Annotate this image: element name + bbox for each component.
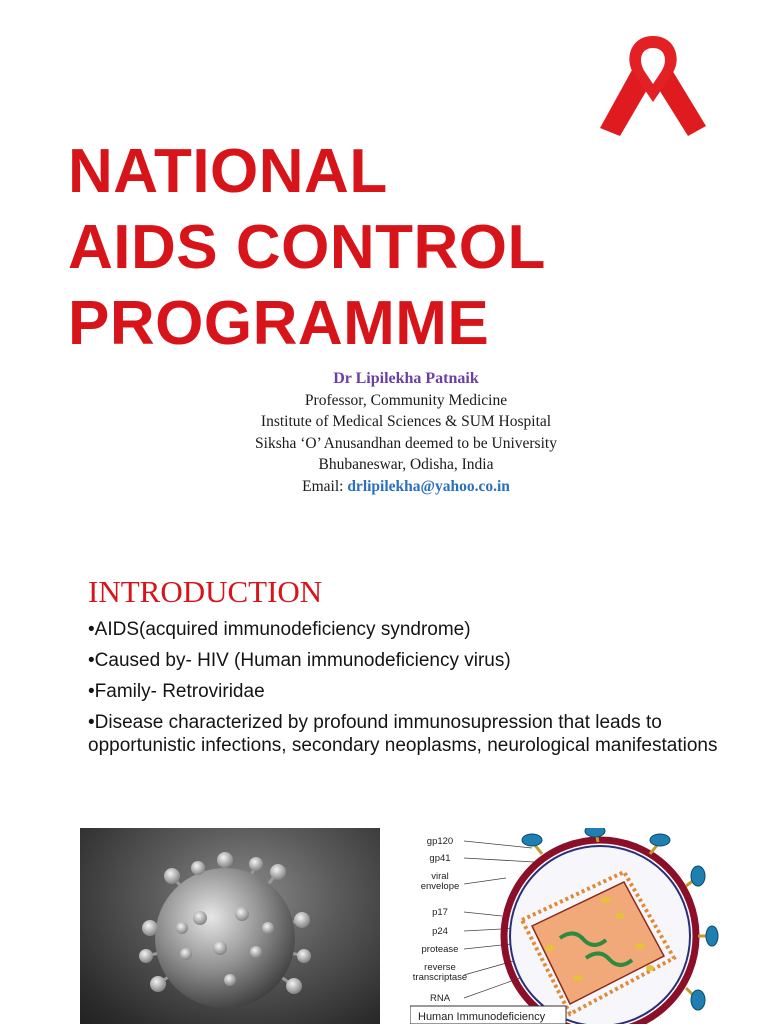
title-line: NATIONAL: [68, 137, 388, 206]
bullet-list: [88, 618, 728, 765]
list-item: •Disease characterized by profound immunosupression that leads to opportunistic infections, secondary neoplasms, neurological manifestations: [88, 712, 718, 756]
label-transcriptase: transcriptase: [412, 972, 468, 983]
label-reverse: reverse: [424, 962, 456, 973]
diagram-caption: Human Immunodeficiency: [418, 1011, 546, 1023]
virus-micrograph-image: [80, 828, 380, 1024]
author-block: [200, 368, 612, 497]
label-protease: protease: [421, 944, 459, 955]
author-institute: Institute of Medical Sciences & SUM Hospital: [260, 413, 552, 430]
label-gp41: gp41: [429, 853, 451, 864]
label-p24: p24: [432, 926, 448, 937]
list-item: •Caused by- HIV (Human immunodeficiency virus): [88, 650, 511, 671]
list-item: •AIDS(acquired immunodeficiency syndrome): [88, 619, 471, 640]
email-link[interactable]: drlipilekha@yahoo.co.in: [347, 477, 510, 495]
email-label: Email:: [302, 477, 344, 495]
red-ribbon-icon: [598, 30, 708, 142]
author-university: Siksha ‘O’ Anusandhan deemed to be University: [255, 434, 557, 452]
author-location: Bhubaneswar, Odisha, India: [318, 456, 494, 473]
label-gp120: gp120: [426, 836, 454, 847]
label-envelope: envelope: [420, 881, 460, 892]
section-heading: INTRODUCTION: [88, 574, 323, 609]
author-name: Dr Lipilekha Patnaik: [333, 370, 479, 387]
author-email-line: [200, 476, 612, 498]
list-item: •Family- Retroviridae: [88, 681, 265, 702]
title-line: AIDS CONTROL: [68, 213, 546, 282]
author-role: Professor, Community Medicine: [304, 391, 508, 409]
label-rna: RNA: [429, 993, 451, 1004]
hiv-structure-svg: [410, 828, 730, 1024]
hiv-structure-diagram: [410, 828, 730, 1024]
title-line: PROGRAMME: [68, 289, 490, 358]
virus-particle-illustration: [80, 828, 380, 1024]
label-viral: viral: [431, 871, 449, 882]
page-title: [68, 134, 546, 362]
label-p17: p17: [432, 907, 448, 918]
